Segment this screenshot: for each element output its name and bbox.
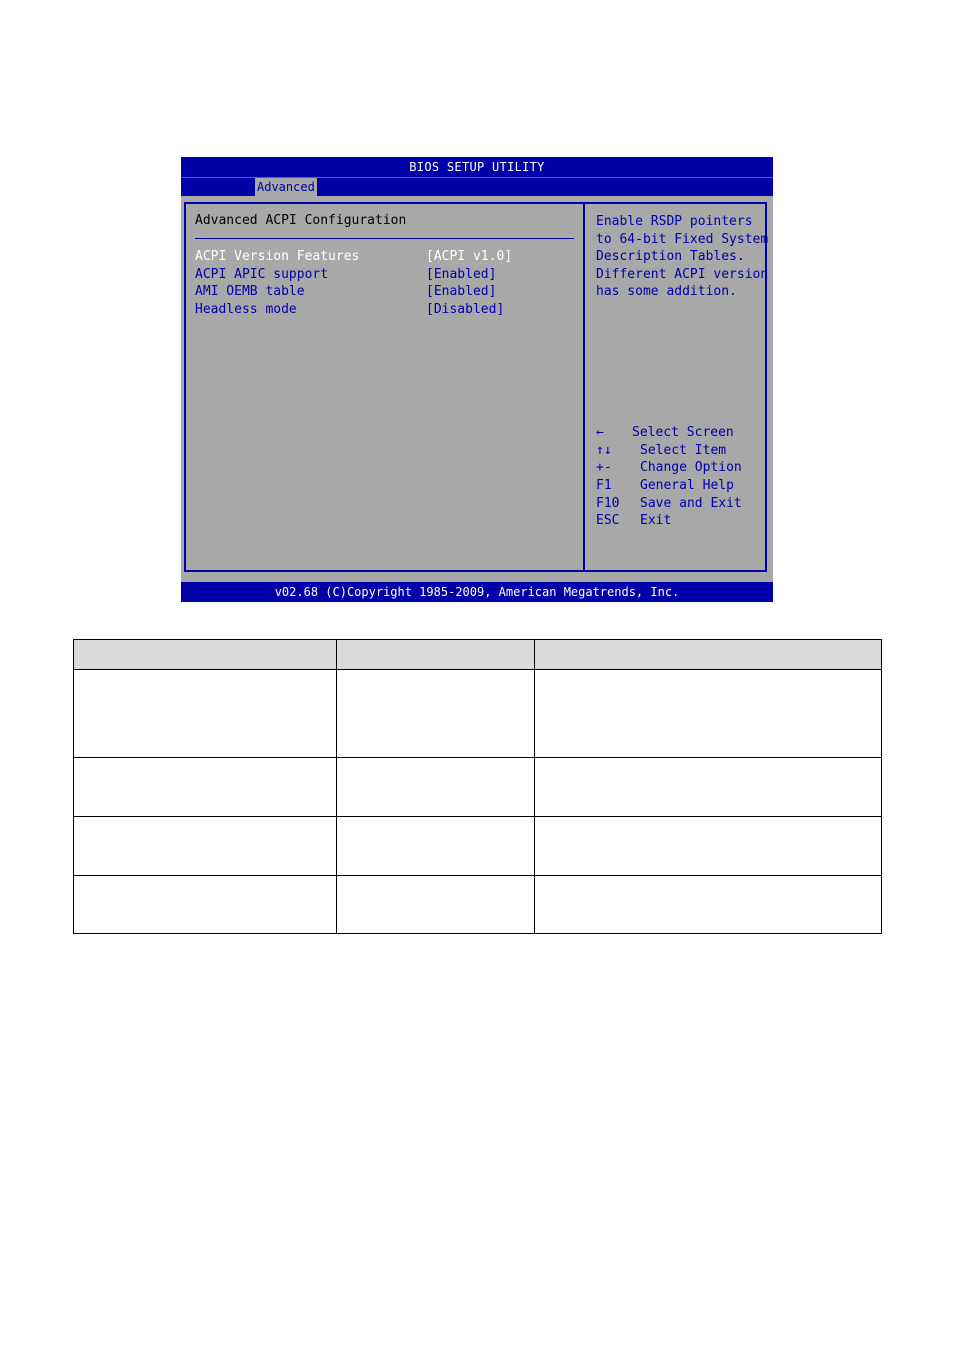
bios-options-table: [73, 639, 882, 934]
setting-value[interactable]: [Enabled]: [426, 266, 497, 282]
bios-copyright-footer: v02.68 (C)Copyright 1985-2009, American Megatrends, Inc.: [181, 582, 773, 602]
table-row: [74, 670, 882, 758]
key-help-desc: Exit: [640, 513, 672, 529]
table-cell: [535, 876, 882, 934]
left-arrow-icon: ←: [596, 425, 604, 440]
key-help-desc: General Help: [640, 478, 734, 494]
table-cell: [74, 817, 337, 876]
key-help-row: [596, 459, 768, 477]
key-help-row: [596, 424, 768, 442]
key-help-desc: Save and Exit: [640, 495, 742, 511]
key-help-legend: [596, 424, 768, 530]
key-help-row: [596, 442, 768, 460]
help-line: Enable RSDP pointers: [596, 214, 753, 229]
setting-label: ACPI Version Features: [195, 249, 360, 264]
setting-label: ACPI APIC support: [195, 266, 329, 282]
setting-value[interactable]: [ACPI v1.0]: [426, 249, 513, 264]
tab-advanced[interactable]: Advanced: [257, 180, 315, 194]
table-row: [74, 758, 882, 817]
key-help-key: F1: [596, 478, 612, 494]
setting-label: AMI OEMB table: [195, 284, 305, 300]
setting-value[interactable]: [Disabled]: [426, 302, 505, 318]
table-cell: [535, 758, 882, 817]
key-help-desc: Select Screen: [632, 425, 734, 440]
table-row: [74, 876, 882, 934]
key-help-row: [596, 477, 768, 495]
table-cell: [535, 817, 882, 876]
table-cell: [74, 758, 337, 817]
up-down-arrow-icon: ↑↓: [596, 442, 612, 458]
section-title: Advanced ACPI Configuration: [195, 213, 407, 228]
table-header-row: [74, 640, 882, 670]
bios-panel-divider: [583, 202, 585, 572]
table-cell: [337, 758, 535, 817]
section-divider: [195, 238, 574, 239]
table-header-cell: [535, 640, 882, 670]
key-help-key: F10: [596, 495, 620, 511]
help-text-panel: [596, 213, 768, 301]
table-header-cell: [74, 640, 337, 670]
key-help-key: +-: [596, 460, 612, 476]
setting-ami-oemb-table[interactable]: [195, 283, 575, 300]
setting-value[interactable]: [Enabled]: [426, 284, 497, 300]
table-cell: [535, 670, 882, 758]
table-cell: [337, 670, 535, 758]
setting-label: Headless mode: [195, 302, 297, 318]
bios-setup-screen: [181, 157, 773, 602]
setting-headless-mode[interactable]: [195, 301, 575, 318]
key-help-row: [596, 512, 768, 530]
help-line: Different ACPI version: [596, 266, 769, 282]
table-cell: [74, 670, 337, 758]
key-help-desc: Select Item: [640, 442, 727, 458]
setting-acpi-version-features[interactable]: [195, 248, 575, 265]
table-cell: [74, 876, 337, 934]
table-row: [74, 817, 882, 876]
table-header-cell: [337, 640, 535, 670]
help-line: has some addition.: [596, 284, 737, 300]
bios-menu-bar: [181, 177, 773, 196]
key-help-key: ESC: [596, 513, 620, 529]
key-help-row: [596, 495, 768, 513]
table-cell: [337, 876, 535, 934]
bios-title-bar: BIOS SETUP UTILITY: [181, 157, 773, 177]
setting-acpi-apic-support[interactable]: [195, 266, 575, 283]
table-cell: [337, 817, 535, 876]
help-line: to 64-bit Fixed System: [596, 231, 769, 247]
key-help-desc: Change Option: [640, 460, 742, 476]
help-line: Description Tables.: [596, 249, 745, 265]
